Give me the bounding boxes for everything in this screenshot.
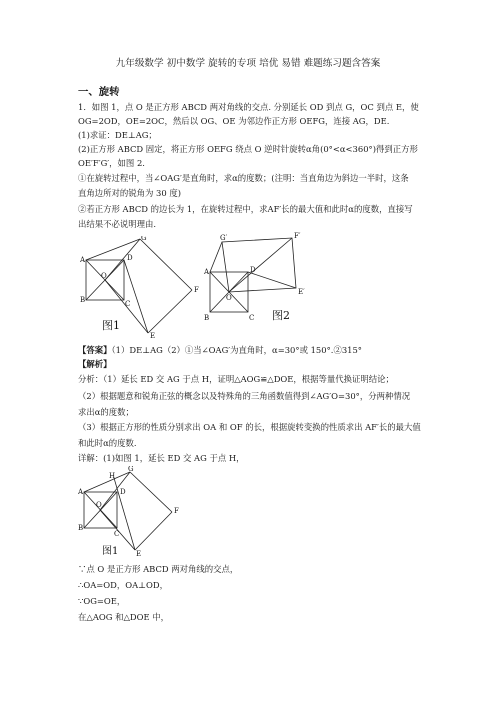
proof-line-2: ∴OA=OD，OA⊥OD， [78, 580, 168, 590]
fig2-caption: 图2 [272, 309, 290, 322]
problem-line-7: 直角边所对的锐角为 30 度) [78, 188, 181, 198]
figure-1 [80, 236, 215, 341]
fig1-caption: 图1 [102, 319, 120, 332]
analysis-line-3: 求出α的度数； [78, 407, 134, 417]
analysis-line-5: 和此时α的度数. [78, 438, 137, 448]
fig1-label-b: B [80, 296, 86, 304]
answer-line [78, 344, 362, 356]
fig3-label-o: O [96, 501, 102, 509]
analysis-line-6: 详解：(1)如图 1，延长 ED 交 AG 于点 H， [78, 453, 245, 463]
proof-line-4: 在△AOG 和△DOE 中， [78, 612, 170, 622]
fig3-label-c: C [114, 530, 120, 538]
fig3-label-b: B [78, 524, 84, 532]
fig3-label-e: E [136, 550, 142, 558]
fig1-label-g: G [141, 236, 147, 242]
analysis-line-4: （3）根据正方形的性质分别求出 OA 和 OF 的长，根据旋转变换的性质求出 AF′长的最大值 [78, 422, 421, 432]
fig2-label-a: A [204, 268, 210, 276]
analysis-line-2: （2）根据题意和锐角正弦的概念以及特殊角的三角函数值得到∠AG′O=30°，分两种情况 [78, 391, 411, 401]
answer-tag: 【答案】 [78, 345, 112, 355]
fig2-label-g-prime: G′ [220, 234, 228, 242]
fig2-label-c: C [249, 314, 255, 322]
fig2-label-f-prime: F′ [294, 232, 301, 240]
fig1-label-a: A [80, 256, 86, 264]
fig1-label-c: C [125, 300, 131, 308]
problem-line-1: 1．如图 1，点 O 是正方形 ABCD 两对角线的交点. 分别延长 OD 到点 G，OC 到点 E，使 [78, 102, 419, 112]
problem-line-4: (2)正方形 ABCD 固定，将正方形 OEFG 绕点 O 逆时针旋转α角(0°<α<360°)得到正方形 [78, 144, 418, 154]
fig1-label-f: F [194, 286, 199, 294]
problem-line-5: OE′F′G′，如图 2. [78, 158, 145, 168]
fig2-label-e-prime: E′ [298, 288, 305, 296]
fig3-label-a: A [78, 488, 84, 496]
fig2-label-d: D [250, 266, 256, 274]
fig1-label-o: O [101, 272, 107, 280]
fig2-label-b: B [204, 314, 210, 322]
answer-text: （1）DE⊥AG（2）①当∠OAG′为直角时，α=30°或 150°.②315° [111, 345, 362, 355]
proof-line-1: ∵点 O 是正方形 ABCD 两对角线的交点， [78, 564, 239, 574]
problem-line-9: 出结果不必说明理由. [78, 219, 157, 229]
fig3-label-h: H [109, 472, 116, 480]
problem-line-6: ①在旋转过程中，当∠OAG′是直角时，求α的度数；(注明：当直角边为斜边一半时，这条 [78, 173, 409, 183]
fig2-label-o: O [226, 294, 232, 302]
problem-line-3: (1)求证：DE⊥AG； [78, 130, 157, 140]
page-title: 九年级数学 初中数学 旋转的专项 培优 易错 难题练习题含答案 [115, 58, 381, 69]
fig3-label-d: D [120, 488, 126, 496]
problem-line-2: OG=2OD，OE=2OC，然后以 OG、OE 为邻边作正方形 OEFG，连接 AG，DE. [78, 116, 390, 126]
fig1-label-e: E [150, 332, 156, 340]
problem-line-8: ②若正方形 ABCD 的边长为 1，在旋转过程中，求AF′长的最大值和此时α的度数，直接写 [78, 204, 413, 214]
fig3-label-f: F [174, 507, 179, 515]
analysis-line-1: 分析：（1）延长 ED 交 AG 于点 H，证明△AOG≌△DOE，根据等量代换证明结论； [78, 374, 394, 384]
figure-2 [200, 232, 310, 327]
fig1-label-d: D [127, 254, 133, 262]
fig3-caption: 图1 [102, 546, 119, 557]
figure-3 [78, 466, 188, 558]
section-heading: 一、旋转 [78, 86, 120, 98]
fig3-label-g: G [128, 466, 134, 473]
analysis-tag: 【解析】 [78, 359, 112, 369]
proof-line-3: ∵OG=OE， [78, 596, 126, 606]
